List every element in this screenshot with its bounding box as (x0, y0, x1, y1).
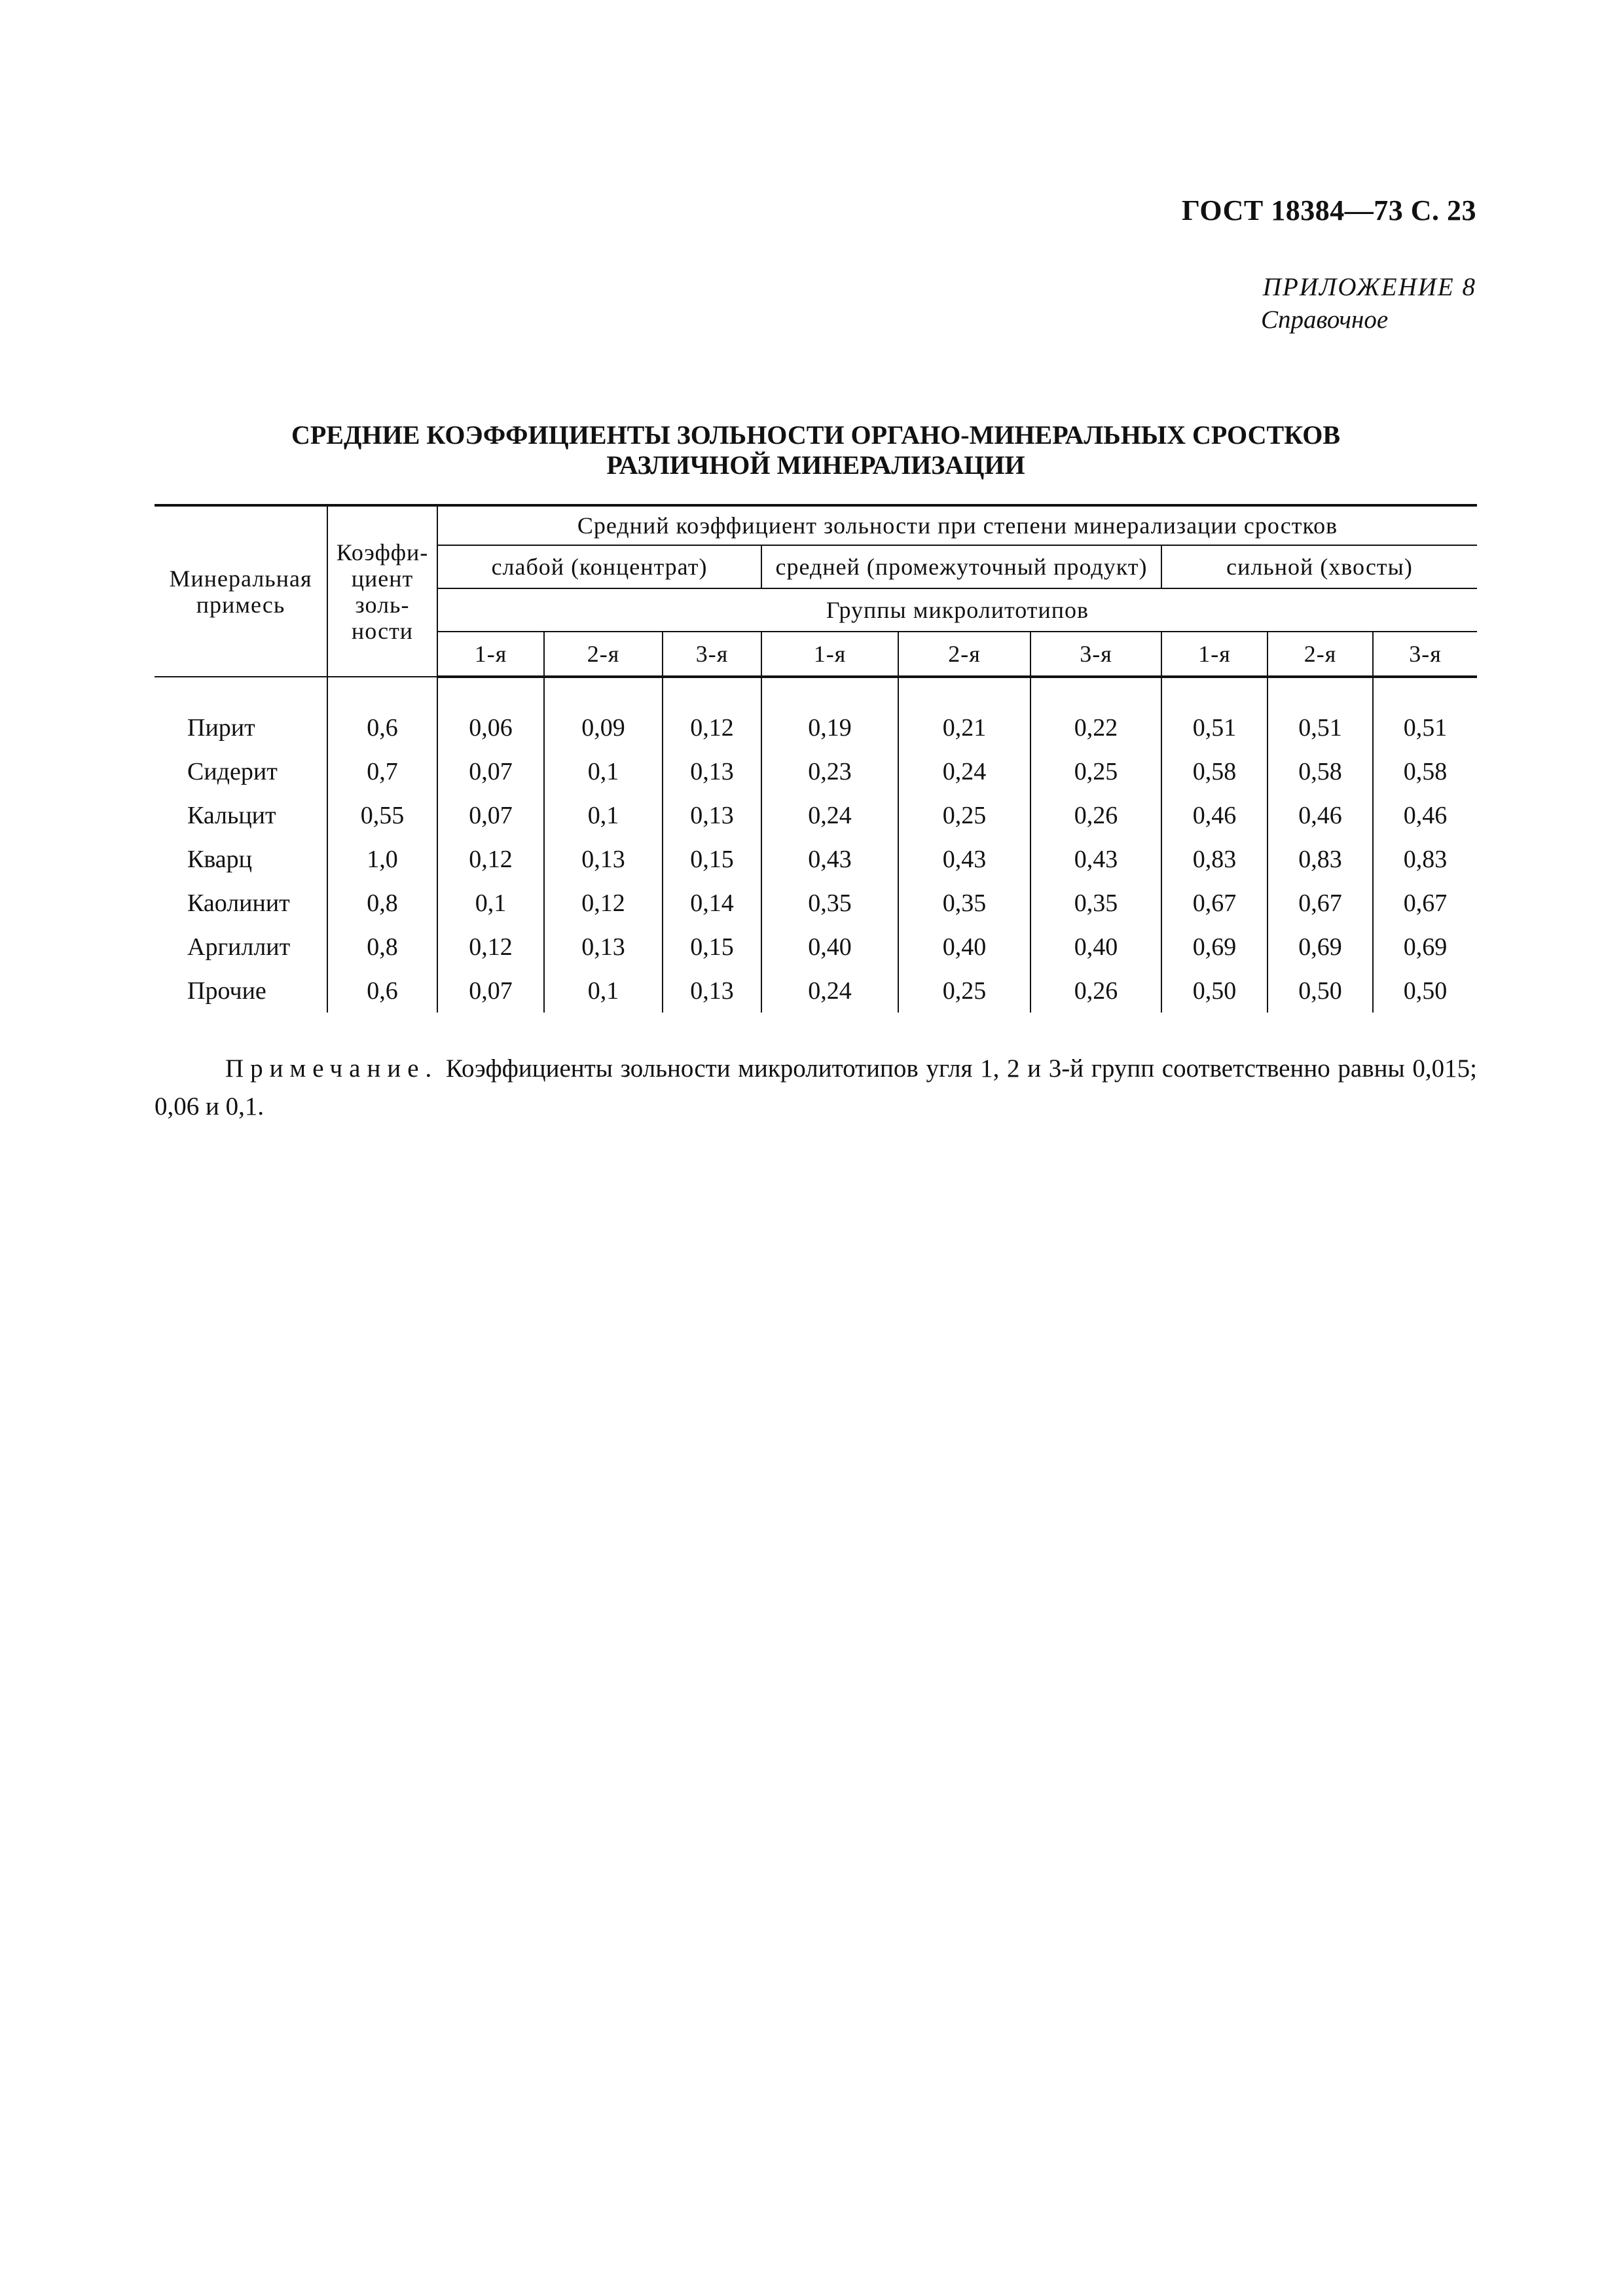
table-title (155, 420, 1477, 480)
value-cell: 0,14 (663, 881, 761, 925)
note-text: Коэффициенты зольности микролитотипов угля 1, 2 и 3-й групп соответственно равны 0,015; 0,06 и 0,1. (155, 1054, 1478, 1121)
table-title-line1: СРЕДНИЕ КОЭФФИЦИЕНТЫ ЗОЛЬНОСТИ ОРГАНО-МИНЕРАЛЬНЫХ СРОСТКОВ (291, 420, 1341, 450)
table-row (155, 837, 1477, 881)
value-cell: 0,35 (898, 881, 1030, 925)
value-cell: 0,69 (1161, 925, 1267, 969)
mineral-name: Сидерит (155, 749, 327, 793)
table-row (155, 793, 1477, 837)
ash-coefficients-table (155, 504, 1477, 1013)
header-mineral: Минеральная примесь (155, 505, 327, 677)
ash-coefficient: 0,55 (327, 793, 437, 837)
value-cell: 0,12 (544, 881, 663, 925)
note-label: Примечание. (225, 1054, 439, 1083)
value-cell: 0,40 (898, 925, 1030, 969)
value-cell: 0,67 (1373, 881, 1477, 925)
value-cell: 0,50 (1161, 969, 1267, 1013)
value-cell: 0,06 (437, 706, 544, 749)
value-cell: 0,22 (1030, 706, 1161, 749)
header-coefficient: Коэффи- циент золь- ности (327, 505, 437, 677)
value-cell: 0,15 (663, 837, 761, 881)
header-group-5: 3-я (1030, 632, 1161, 677)
table-title-line2: РАЗЛИЧНОЙ МИНЕРАЛИЗАЦИИ (606, 450, 1025, 480)
value-cell: 0,58 (1267, 749, 1373, 793)
value-cell: 0,50 (1267, 969, 1373, 1013)
value-cell: 0,83 (1161, 837, 1267, 881)
header-average: Средний коэффициент зольности при степени минерализации сростков (437, 505, 1477, 545)
header-groups: Группы микролитотипов (437, 588, 1477, 632)
header-group-2: 3-я (663, 632, 761, 677)
mineral-name: Пирит (155, 706, 327, 749)
value-cell: 0,24 (761, 969, 898, 1013)
value-cell: 0,07 (437, 793, 544, 837)
value-cell: 0,26 (1030, 793, 1161, 837)
value-cell: 0,83 (1267, 837, 1373, 881)
header-degree-weak: слабой (концентрат) (437, 545, 761, 588)
ash-coefficient: 1,0 (327, 837, 437, 881)
value-cell: 0,07 (437, 749, 544, 793)
document-code: ГОСТ 18384—73 С. 23 (1181, 194, 1476, 226)
value-cell: 0,43 (1030, 837, 1161, 881)
value-cell: 0,40 (761, 925, 898, 969)
value-cell: 0,50 (1373, 969, 1477, 1013)
value-cell: 0,1 (544, 793, 663, 837)
ash-coefficient: 0,6 (327, 706, 437, 749)
value-cell: 0,43 (761, 837, 898, 881)
header-group-4: 2-я (898, 632, 1030, 677)
header-group-7: 2-я (1267, 632, 1373, 677)
value-cell: 0,21 (898, 706, 1030, 749)
mineral-name: Прочие (155, 969, 327, 1013)
value-cell: 0,24 (761, 793, 898, 837)
value-cell: 0,25 (1030, 749, 1161, 793)
mineral-name: Каолинит (155, 881, 327, 925)
table-row (155, 706, 1477, 749)
value-cell: 0,12 (437, 837, 544, 881)
ash-coefficient: 0,7 (327, 749, 437, 793)
value-cell: 0,25 (898, 969, 1030, 1013)
value-cell: 0,13 (663, 793, 761, 837)
ash-coefficient: 0,6 (327, 969, 437, 1013)
value-cell: 0,51 (1161, 706, 1267, 749)
value-cell: 0,13 (663, 749, 761, 793)
header-degree-strong: сильной (хвосты) (1161, 545, 1477, 588)
value-cell: 0,51 (1267, 706, 1373, 749)
appendix-type: Справочное (1261, 306, 1389, 334)
mineral-name: Аргиллит (155, 925, 327, 969)
value-cell: 0,13 (544, 837, 663, 881)
value-cell: 0,43 (898, 837, 1030, 881)
value-cell: 0,13 (544, 925, 663, 969)
value-cell: 0,23 (761, 749, 898, 793)
value-cell: 0,12 (663, 706, 761, 749)
value-cell: 0,67 (1267, 881, 1373, 925)
value-cell: 0,1 (544, 969, 663, 1013)
value-cell: 0,46 (1373, 793, 1477, 837)
value-cell: 0,58 (1161, 749, 1267, 793)
value-cell: 0,1 (437, 881, 544, 925)
header-group-8: 3-я (1373, 632, 1477, 677)
value-cell: 0,58 (1373, 749, 1477, 793)
header-group-6: 1-я (1161, 632, 1267, 677)
mineral-name: Кальцит (155, 793, 327, 837)
table-row (155, 969, 1477, 1013)
value-cell: 0,40 (1030, 925, 1161, 969)
ash-coefficient: 0,8 (327, 881, 437, 925)
value-cell: 0,25 (898, 793, 1030, 837)
value-cell: 0,46 (1267, 793, 1373, 837)
value-cell: 0,51 (1373, 706, 1477, 749)
value-cell: 0,07 (437, 969, 544, 1013)
value-cell: 0,35 (761, 881, 898, 925)
header-group-1: 2-я (544, 632, 663, 677)
value-cell: 0,15 (663, 925, 761, 969)
value-cell: 0,69 (1267, 925, 1373, 969)
header-group-0: 1-я (437, 632, 544, 677)
value-cell: 0,46 (1161, 793, 1267, 837)
table-row (155, 881, 1477, 925)
table-row (155, 749, 1477, 793)
value-cell: 0,67 (1161, 881, 1267, 925)
appendix-label: ПРИЛОЖЕНИЕ 8 (1262, 273, 1476, 301)
header-degree-medium: средней (промежуточный продукт) (761, 545, 1161, 588)
value-cell: 0,83 (1373, 837, 1477, 881)
ash-coefficient: 0,8 (327, 925, 437, 969)
value-cell: 0,1 (544, 749, 663, 793)
value-cell: 0,26 (1030, 969, 1161, 1013)
value-cell: 0,35 (1030, 881, 1161, 925)
table-row (155, 925, 1477, 969)
value-cell: 0,13 (663, 969, 761, 1013)
value-cell: 0,24 (898, 749, 1030, 793)
mineral-name: Кварц (155, 837, 327, 881)
value-cell: 0,19 (761, 706, 898, 749)
header-group-3: 1-я (761, 632, 898, 677)
table-note (155, 1050, 1477, 1126)
value-cell: 0,69 (1373, 925, 1477, 969)
value-cell: 0,09 (544, 706, 663, 749)
value-cell: 0,12 (437, 925, 544, 969)
